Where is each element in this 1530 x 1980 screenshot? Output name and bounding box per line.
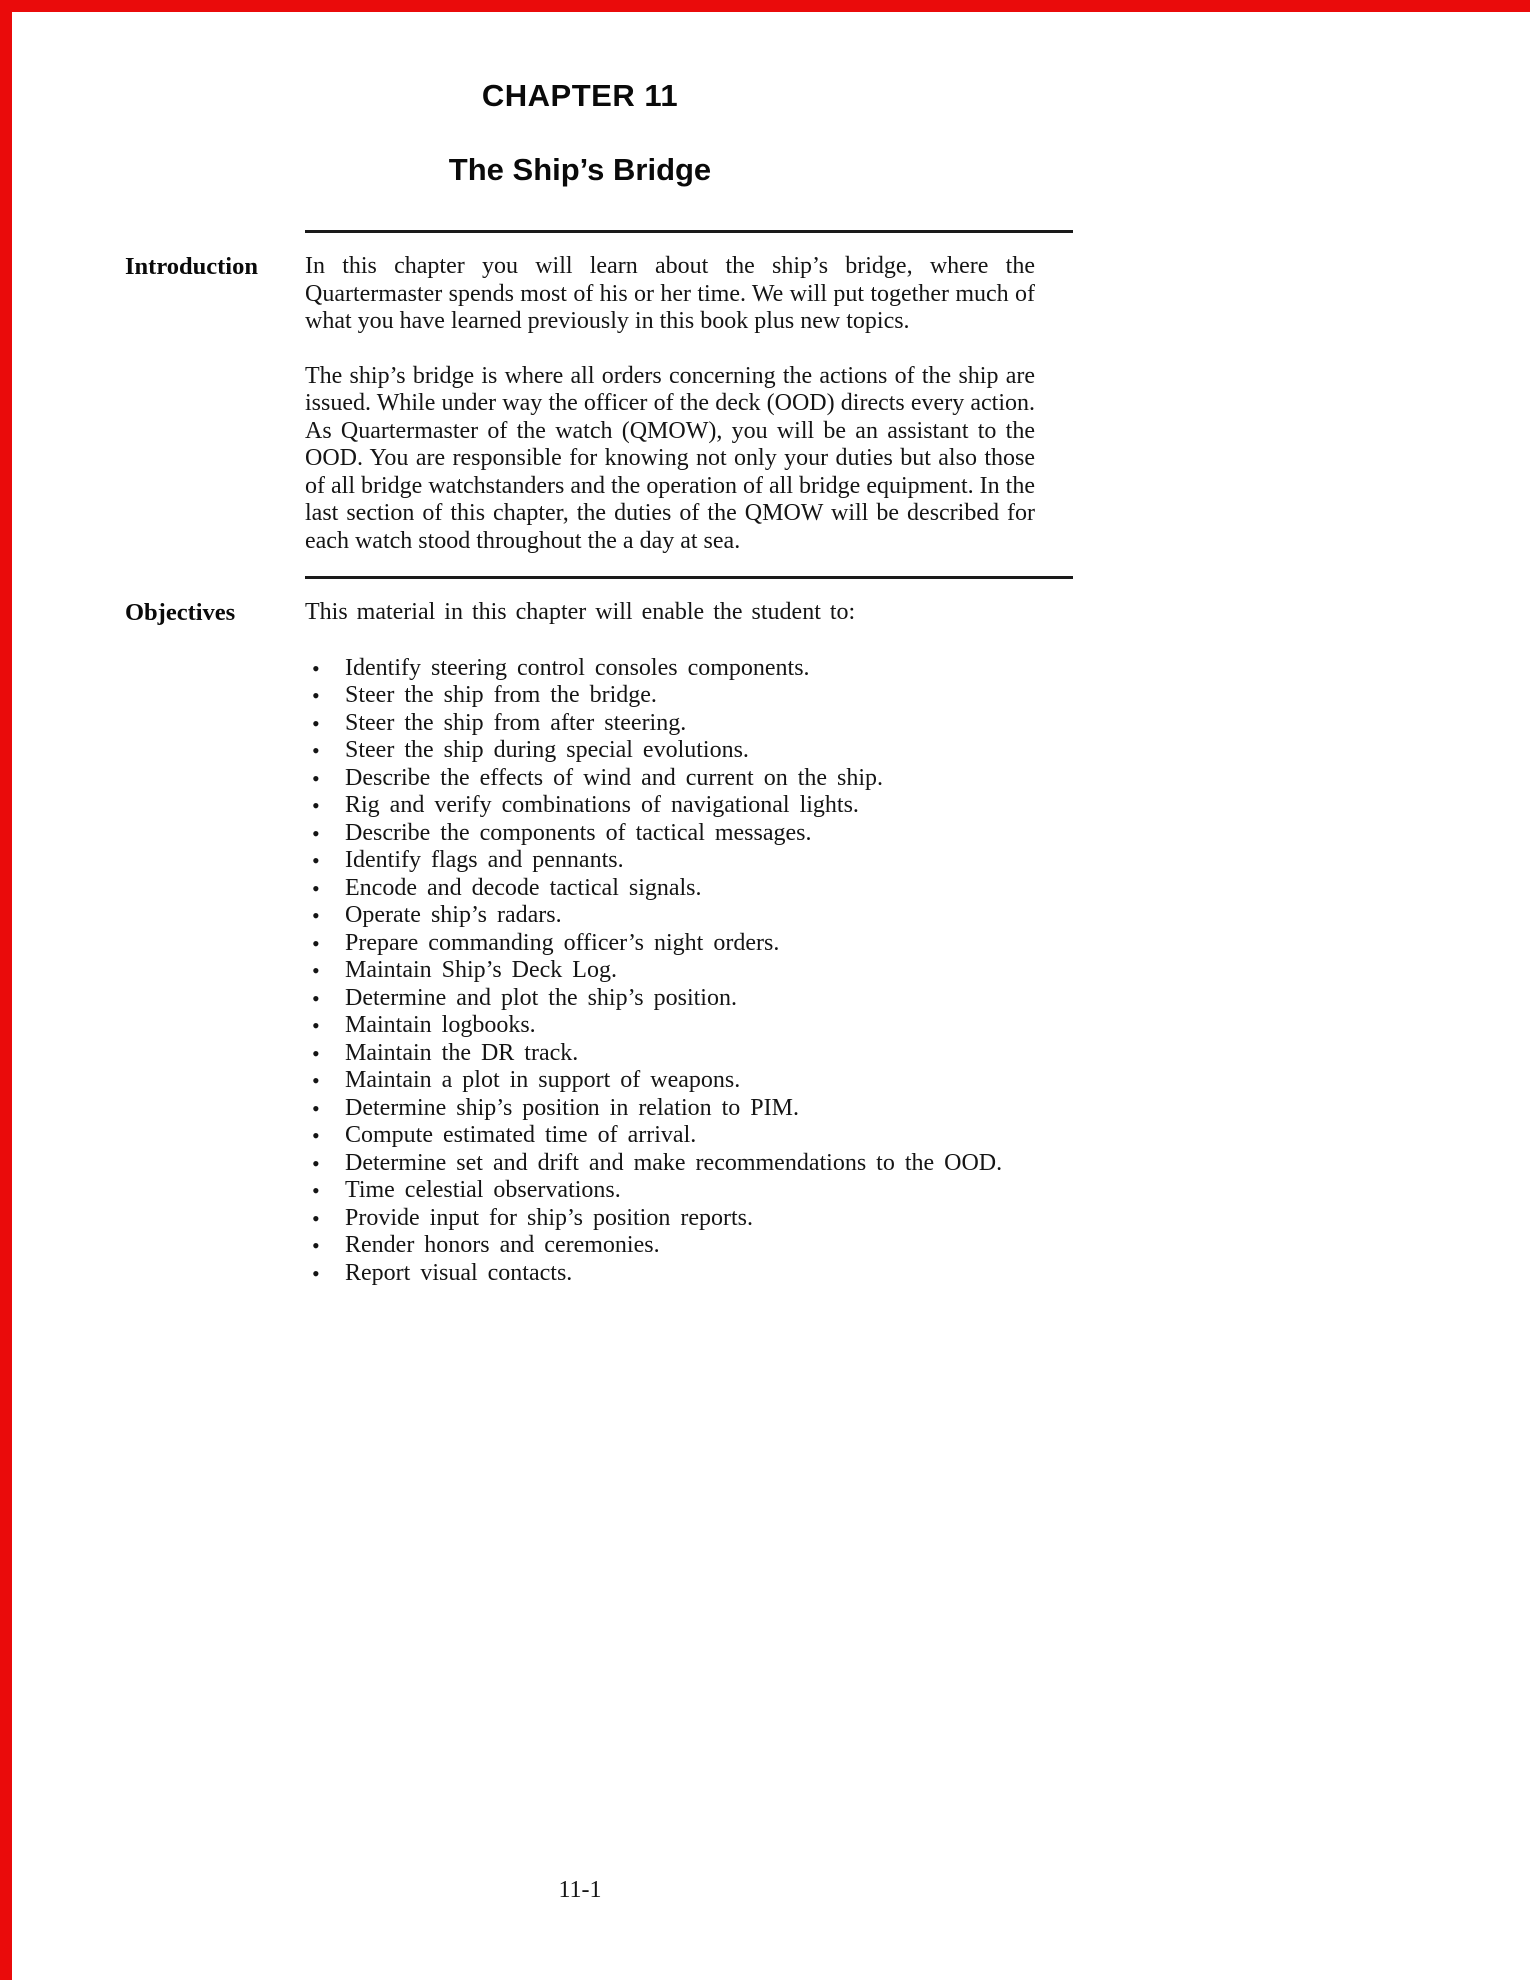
objective-text: Identify flags and pennants.	[345, 847, 624, 873]
objective-item	[305, 1040, 1035, 1068]
introduction-paragraph: In this chapter you will learn about the ship’s bridge, where the Quartermaster spends most of his or her time. We will put together much of what you have learned previously in this book plus new topics.	[305, 253, 1035, 334]
bullet-icon: •	[312, 958, 320, 983]
objective-item	[305, 985, 1035, 1013]
objectives-body	[305, 599, 1035, 1287]
bullet-icon: •	[312, 793, 320, 818]
objective-item	[305, 1122, 1035, 1150]
objective-item	[305, 1067, 1035, 1095]
bullet-icon: •	[312, 820, 320, 846]
objective-item	[305, 765, 1035, 793]
objective-text: Describe the effects of wind and current on the ship.	[345, 764, 884, 791]
objective-item	[305, 930, 1035, 958]
introduction-body	[305, 253, 1035, 555]
objective-text: Rig and verify combinations of navigational lights.	[345, 792, 859, 818]
objective-text: Maintain a plot in support of weapons.	[345, 1067, 741, 1093]
bullet-icon: •	[312, 1205, 320, 1231]
objective-item	[305, 847, 1035, 875]
page-content	[125, 0, 1035, 1287]
bullet-icon: •	[312, 1095, 320, 1121]
bullet-icon: •	[312, 1150, 320, 1176]
objective-text: Determine and plot the ship’s position.	[345, 984, 737, 1011]
objective-text: Steer the ship from after steering.	[345, 709, 687, 736]
objective-item	[305, 902, 1035, 930]
objective-text: Maintain Ship’s Deck Log.	[345, 957, 617, 983]
objective-item	[305, 1177, 1035, 1205]
bullet-icon: •	[312, 1040, 320, 1066]
bullet-icon: •	[312, 930, 320, 956]
objective-item	[305, 1260, 1035, 1288]
objective-item	[305, 737, 1035, 765]
objective-item	[305, 1095, 1035, 1123]
objective-text: Render honors and ceremonies.	[345, 1232, 660, 1258]
section-label-introduction: Introduction	[125, 253, 258, 280]
objective-item	[305, 1012, 1035, 1040]
page-number: 11-1	[558, 1877, 602, 1903]
objective-text: Report visual contacts.	[345, 1259, 573, 1286]
section-label-objectives: Objectives	[125, 599, 236, 626]
bullet-icon: •	[312, 1068, 320, 1093]
objective-item	[305, 1150, 1035, 1178]
bullet-icon: •	[312, 875, 320, 901]
objective-item	[305, 1232, 1035, 1260]
page-edge-stripe-left	[0, 0, 12, 1980]
chapter-heading: CHAPTER 11	[481, 78, 679, 113]
bullet-icon: •	[312, 903, 320, 928]
page-title: The Ship’s Bridge	[448, 152, 712, 187]
bullet-icon: •	[312, 1123, 320, 1148]
objective-text: Operate ship’s radars.	[345, 902, 562, 928]
objective-text: Provide input for ship’s position reports.	[345, 1204, 753, 1231]
bullet-icon: •	[312, 1178, 320, 1203]
objective-text: Maintain logbooks.	[345, 1012, 536, 1038]
bullet-icon: •	[312, 848, 320, 873]
objective-text: Encode and decode tactical signals.	[345, 874, 702, 901]
objective-text: Prepare commanding officer’s night orders.	[345, 929, 780, 956]
objective-text: Identify steering control consoles components.	[345, 654, 810, 681]
bullet-icon: •	[312, 710, 320, 736]
objective-item	[305, 682, 1035, 710]
bullet-icon: •	[312, 765, 320, 791]
objectives-list	[305, 655, 1035, 1288]
introduction-section	[125, 230, 1035, 555]
objective-item	[305, 820, 1035, 848]
bullet-icon: •	[312, 738, 320, 763]
objective-text: Time celestial observations.	[345, 1177, 621, 1203]
objective-text: Maintain the DR track.	[345, 1039, 579, 1066]
objective-text: Steer the ship from the bridge.	[345, 682, 657, 708]
objective-text: Describe the components of tactical messages.	[345, 819, 812, 846]
bullet-icon: •	[312, 1013, 320, 1038]
objective-item	[305, 655, 1035, 683]
objective-item	[305, 1205, 1035, 1233]
objective-item	[305, 957, 1035, 985]
objective-text: Compute estimated time of arrival.	[345, 1122, 697, 1148]
bullet-icon: •	[312, 683, 320, 708]
objective-item	[305, 792, 1035, 820]
objectives-intro: This material in this chapter will enable the student to:	[305, 599, 856, 625]
objective-text: Steer the ship during special evolutions.	[345, 737, 749, 763]
introduction-paragraph: The ship’s bridge is where all orders concerning the actions of the ship are issued. While under way the officer of the deck (OOD) directs every action. As Quartermaster of the watch (QMOW), you will be an assistant to the OOD. You are responsible for knowing not only your duties but also those of all bridge watchstanders and the operation of all bridge equipment. In the last section of this chapter, the duties of the QMOW will be described for each watch stood throughout the a day at sea.	[305, 362, 1035, 554]
bullet-icon: •	[312, 985, 320, 1011]
bullet-icon: •	[312, 1260, 320, 1286]
objective-text: Determine set and drift and make recommendations to the OOD.	[345, 1149, 1003, 1176]
objectives-section	[125, 576, 1035, 1287]
objective-item	[305, 875, 1035, 903]
objective-text: Determine ship’s position in relation to PIM.	[345, 1094, 799, 1121]
bullet-icon: •	[312, 1233, 320, 1258]
objective-item	[305, 710, 1035, 738]
bullet-icon: •	[312, 655, 320, 681]
